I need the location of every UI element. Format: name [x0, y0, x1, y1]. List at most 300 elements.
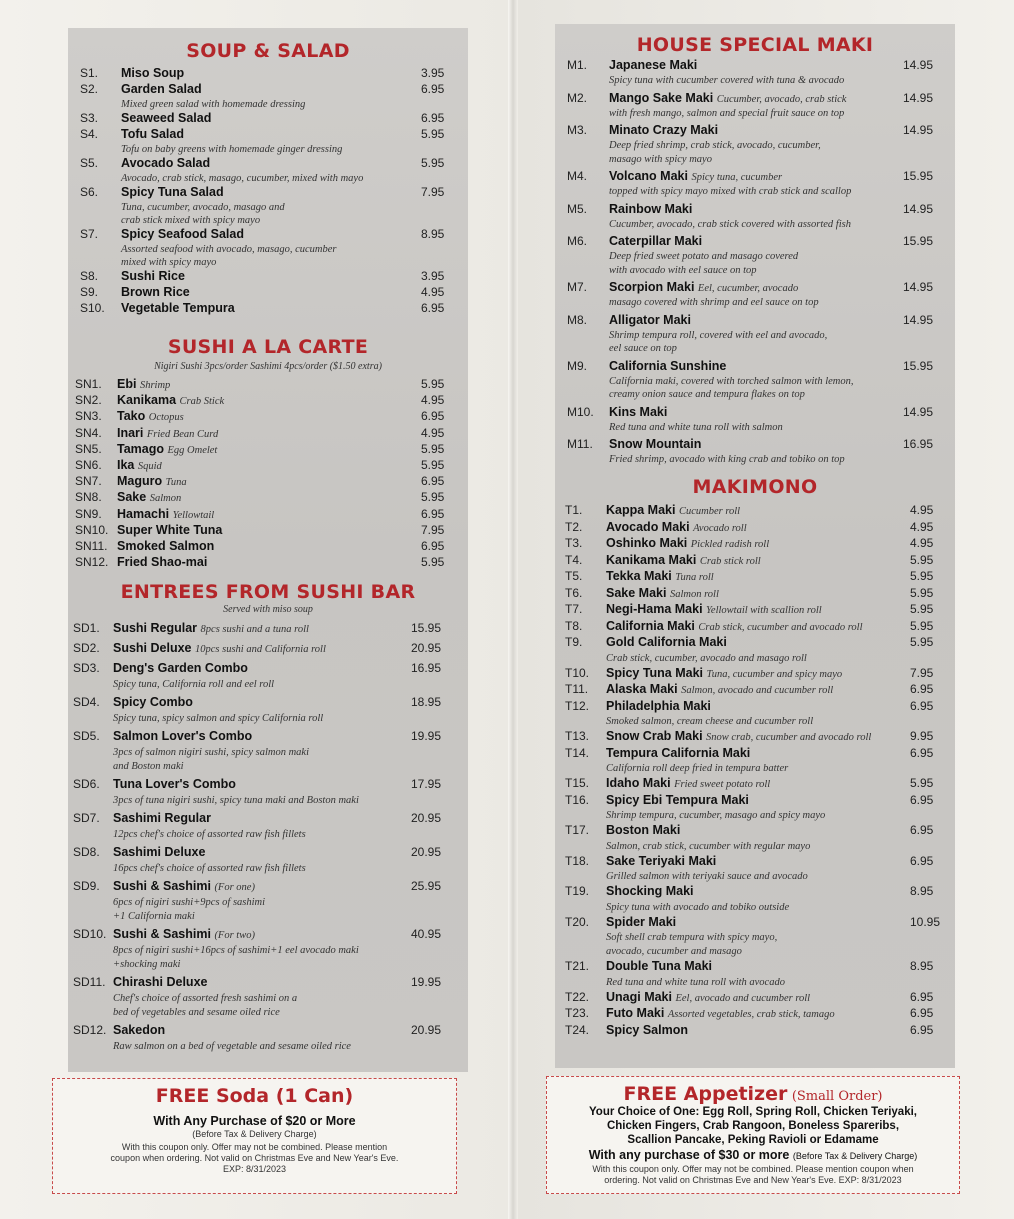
item-name-text: Sake	[117, 490, 147, 505]
item-description: topped with spicy mayo mixed with crab stick and scallop	[609, 186, 852, 197]
item-description: Spicy tuna, California roll and eel roll	[113, 679, 275, 690]
item-price: 6.95	[910, 1022, 934, 1037]
item-name-text: Sashimi Regular	[113, 811, 211, 825]
menu-item-m6	[555, 234, 955, 277]
item-description: eel sauce on top	[609, 343, 677, 354]
menu-item-row	[555, 405, 955, 421]
item-inline-description: Snow crab, cucumber and avocado roll	[706, 732, 872, 743]
item-name	[117, 458, 162, 472]
coupon-title: FREE Soda (1 Can)	[155, 1085, 354, 1107]
menu-item-row	[555, 58, 955, 74]
item-name	[117, 539, 214, 553]
menu-item-s9	[68, 285, 468, 301]
item-price: 16.95	[411, 661, 442, 675]
item-code: T16.	[565, 792, 590, 807]
menu-item-row	[68, 490, 468, 506]
menu-item-t2	[555, 520, 955, 537]
item-name	[606, 1023, 688, 1037]
menu-item-row	[68, 393, 468, 409]
item-name	[117, 409, 184, 423]
item-code: M4.	[567, 169, 588, 183]
menu-item-sd11	[68, 975, 468, 1020]
item-name-text: Sake Maki	[606, 585, 667, 600]
item-description: Mixed green salad with homemade dressing	[121, 99, 306, 110]
item-price: 4.95	[421, 285, 445, 299]
menu-item-m9	[555, 359, 955, 402]
menu-item-row	[555, 359, 955, 375]
item-name-text: California Sunshine	[609, 358, 727, 373]
item-name-text: Salmon Lover's Combo	[113, 729, 253, 743]
item-description: and Boston maki	[113, 761, 184, 772]
item-description: Cucumber, avocado, crab stick covered with assorted fish	[609, 218, 851, 230]
item-name-text: Fried Shao-mai	[117, 555, 208, 570]
item-name	[113, 811, 211, 825]
menu-item-t18	[555, 854, 955, 885]
item-description: 8pcs of nigiri sushi+16pcs of sashimi+1 eel avocado maki	[113, 945, 359, 956]
item-inline-description: Avocado roll	[693, 522, 747, 534]
item-name	[121, 156, 210, 170]
menu-item-sd6	[68, 777, 468, 808]
menu-item-t1	[555, 503, 955, 520]
item-name-text: Idaho Maki	[606, 776, 671, 790]
item-name	[609, 202, 692, 216]
item-code: SD8.	[73, 845, 100, 859]
item-inline-description: Egg Omelet	[167, 444, 218, 456]
item-code: T20.	[565, 914, 590, 929]
item-name	[121, 185, 224, 199]
item-name	[606, 884, 694, 898]
item-name-text: Sake Teriyaki Maki	[606, 853, 717, 868]
item-price: 25.95	[411, 879, 442, 893]
menu-item-row	[555, 990, 955, 1007]
coupon-choices-3: Scallion Pancake, Peking Ravioli or Edamame	[627, 1134, 879, 1146]
coupon-choices-2: Chicken Fingers, Crab Rangoon, Boneless Spareribs,	[606, 1120, 900, 1132]
menu-item-row	[68, 285, 468, 301]
item-price: 14.95	[903, 90, 934, 105]
item-code: SD2.	[73, 641, 100, 655]
coupon-title: FREE Appetizer	[623, 1083, 788, 1105]
item-name	[606, 1006, 835, 1020]
menu-item-row	[68, 301, 468, 317]
item-name-text: Inari	[117, 425, 144, 440]
item-code: SN8.	[75, 490, 102, 505]
item-name-text: Kins Maki	[609, 404, 668, 419]
item-code: T12.	[565, 698, 590, 713]
left-menu-panel	[68, 28, 468, 1072]
item-name-text: Alligator Maki	[609, 312, 691, 327]
menu-item-m1	[555, 58, 955, 88]
item-code: SD1.	[73, 621, 100, 635]
menu-item-m7	[555, 280, 955, 310]
item-name-text: Futo Maki	[606, 1006, 665, 1020]
menu-item-sd1	[68, 621, 468, 638]
menu-item-row	[555, 854, 955, 871]
item-code: SN10.	[75, 522, 109, 537]
item-name	[117, 555, 207, 569]
item-name-text: Tuna Lover's Combo	[113, 777, 236, 791]
menu-item-m11	[555, 437, 955, 467]
menu-item-s2	[68, 82, 468, 111]
item-code: T14.	[565, 745, 590, 760]
item-code: SN3.	[75, 409, 102, 424]
item-name-text: Sushi Regular	[113, 621, 198, 635]
item-name	[121, 66, 184, 80]
item-code: SD12.	[73, 1023, 107, 1037]
item-description: Deep fried sweet potato and masago covered	[609, 251, 799, 262]
item-code: SD5.	[73, 729, 100, 743]
menu-item-row	[68, 729, 468, 746]
item-name-text: Tekka Maki	[606, 569, 672, 583]
item-inline-description: Assorted vegetables, crab stick, tamago	[667, 1009, 835, 1020]
item-name	[606, 823, 680, 837]
item-code: T9.	[565, 635, 583, 649]
item-name	[609, 234, 702, 248]
item-description: 3pcs of salmon nigiri sushi, spicy salmon maki	[113, 747, 309, 758]
menu-item-sn10	[68, 523, 468, 539]
item-name-text: Deng's Garden Combo	[113, 661, 248, 675]
item-code: M5.	[567, 201, 588, 216]
item-name-text: Avocado Salad	[121, 156, 211, 170]
item-price: 5.95	[910, 618, 934, 633]
menu-item-s10	[68, 301, 468, 317]
menu-item-row	[68, 845, 468, 862]
item-name-text: Spicy Tuna Salad	[121, 185, 224, 199]
item-inline-description: Fried sweet potato roll	[674, 779, 771, 790]
item-inline-description: Tuna roll	[675, 572, 714, 583]
menu-item-s1	[68, 66, 468, 82]
menu-item-row	[68, 523, 468, 539]
item-name	[606, 854, 716, 868]
item-price: 5.95	[910, 602, 934, 616]
item-code: SN1.	[75, 377, 102, 391]
item-name-text: Volcano Maki	[609, 169, 688, 183]
menu-item-m3	[555, 123, 955, 166]
item-code: S1.	[80, 66, 99, 80]
item-price: 6.95	[910, 792, 934, 807]
item-code: SD9.	[73, 879, 100, 893]
menu-item-row	[555, 682, 955, 699]
menu-item-row	[555, 1023, 955, 1040]
item-name-text: Sushi Rice	[121, 269, 185, 283]
menu-item-sd12	[68, 1023, 468, 1054]
item-name	[113, 777, 236, 791]
item-inline-description: Salmon, avocado and cucumber roll	[681, 685, 834, 696]
item-price: 5.95	[421, 490, 445, 505]
item-name	[606, 915, 676, 929]
item-inline-description: Squid	[137, 460, 162, 472]
item-name	[606, 553, 761, 567]
item-description: Raw salmon on a bed of vegetable and sesame oiled rice	[113, 1041, 351, 1052]
item-name-text: Sushi & Sashimi	[113, 879, 211, 893]
item-price: 8.95	[910, 959, 934, 973]
item-price: 4.95	[910, 536, 934, 550]
item-inline-description: Crab stick roll	[699, 555, 761, 567]
menu-item-t14	[555, 746, 955, 777]
house-special-list	[555, 58, 955, 470]
item-name	[117, 474, 187, 488]
item-price: 5.95	[910, 635, 934, 649]
item-description: +shocking maki	[113, 959, 181, 970]
item-description: Shrimp tempura roll, covered with eel and avocado,	[609, 329, 828, 341]
menu-item-row	[555, 520, 955, 537]
menu-item-row	[68, 879, 468, 896]
item-description: avocado, cucumber and masago	[606, 946, 742, 957]
item-description: masago with spicy mayo	[609, 153, 712, 165]
menu-item-sd5	[68, 729, 468, 774]
item-name	[113, 621, 309, 635]
item-name	[113, 695, 193, 709]
item-price: 10.95	[910, 914, 941, 929]
item-description: 16pcs chef's choice of assorted raw fish fillets	[113, 863, 306, 874]
item-price: 6.95	[421, 506, 445, 521]
item-name-text: Spider Maki	[606, 914, 677, 929]
menu-item-row	[68, 377, 468, 393]
item-name-text: Boston Maki	[606, 823, 681, 837]
item-code: SN2.	[75, 393, 102, 408]
menu-item-row	[555, 823, 955, 840]
item-code: T6.	[565, 585, 583, 600]
item-description: Tuna, cucumber, avocado, masago and	[121, 202, 285, 213]
item-description: Spicy tuna, spicy salmon and spicy California roll	[113, 713, 324, 724]
item-price: 5.95	[910, 552, 934, 567]
menu-item-m4	[555, 169, 955, 199]
item-inline-description: Yellowtail	[172, 509, 215, 521]
item-inline-description: Yellowtail with scallion roll	[706, 605, 822, 616]
menu-item-row	[555, 602, 955, 619]
item-name-text: Hamachi	[117, 506, 170, 521]
item-price: 14.95	[903, 58, 934, 72]
menu-item-t10	[555, 666, 955, 683]
menu-item-t5	[555, 569, 955, 586]
item-name-text: Brown Rice	[121, 285, 190, 299]
menu-item-row	[555, 959, 955, 976]
menu-item-row	[68, 185, 468, 201]
item-price: 15.95	[903, 169, 934, 183]
item-name	[609, 169, 782, 183]
item-name	[113, 975, 207, 989]
menu-item-s3	[68, 111, 468, 127]
menu-item-t22	[555, 990, 955, 1007]
item-price: 6.95	[910, 853, 934, 868]
item-price: 40.95	[411, 927, 442, 941]
item-name-text: Spicy Seafood Salad	[121, 227, 244, 241]
item-name-text: Avocado Maki	[606, 519, 690, 534]
item-description: Smoked salmon, cream cheese and cucumber roll	[606, 716, 814, 727]
item-code: SN6.	[75, 457, 102, 472]
item-code: S8.	[80, 269, 99, 283]
item-code: M7.	[567, 280, 588, 294]
free-appetizer-coupon	[546, 1076, 960, 1194]
house-special-title: HOUSE SPECIAL MAKI	[636, 34, 874, 56]
menu-item-t23	[555, 1006, 955, 1023]
item-name	[609, 280, 798, 294]
coupon-title-note: (Small Order)	[791, 1089, 883, 1104]
menu-item-t19	[555, 884, 955, 915]
menu-item-row	[555, 169, 955, 185]
item-name	[606, 619, 863, 633]
item-code: T23.	[565, 1006, 590, 1020]
item-inline-description: Tuna	[165, 477, 187, 489]
item-inline-description: Crab stick, cucumber and avocado roll	[698, 621, 863, 633]
menu-item-row	[68, 975, 468, 992]
item-code: S2.	[80, 82, 99, 96]
item-name-text: Sushi & Sashimi	[113, 927, 211, 941]
item-price: 14.95	[903, 280, 934, 294]
item-price: 20.95	[411, 845, 442, 859]
menu-item-row	[68, 227, 468, 243]
item-code: SN11.	[75, 538, 108, 553]
menu-item-row	[68, 539, 468, 555]
coupon-tax-note: (Before Tax & Delivery Charge)	[192, 1129, 317, 1139]
menu-item-row	[68, 442, 468, 458]
item-inline-description: Crab Stick	[179, 396, 225, 408]
item-price: 8.95	[910, 884, 934, 898]
item-name	[606, 746, 750, 760]
item-name	[121, 82, 202, 96]
coupon-fine-print-2: ordering. Not valid on Christmas Eve and New Year's Eve. EXP: 8/31/2023	[604, 1175, 902, 1185]
menu-item-row	[555, 635, 955, 652]
menu-item-row	[555, 915, 955, 932]
menu-item-row	[68, 66, 468, 82]
coupon-expiration: EXP: 8/31/2023	[222, 1164, 287, 1174]
item-code: S6.	[80, 185, 99, 199]
item-price: 18.95	[411, 695, 442, 709]
item-code: M10.	[567, 404, 594, 419]
menu-item-s5	[68, 156, 468, 185]
coupon-fine-print-2: coupon when ordering. Not valid on Christmas Eve and New Year's Eve.	[110, 1153, 399, 1163]
item-name-text: Spicy Tuna Maki	[606, 665, 704, 680]
item-name-text: Gold California Maki	[606, 635, 727, 649]
item-name-text: Seaweed Salad	[121, 111, 212, 125]
menu-item-sn3	[68, 409, 468, 425]
item-price: 14.95	[903, 123, 934, 137]
item-description: California roll deep fried in tempura batter	[606, 763, 789, 774]
menu-item-sn7	[68, 474, 468, 490]
item-name-text: Tako	[117, 409, 146, 424]
item-name	[606, 776, 770, 790]
menu-item-row	[555, 536, 955, 553]
item-code: M8.	[567, 312, 588, 327]
item-inline-description: Eel, cucumber, avocado	[697, 283, 799, 294]
item-name	[606, 536, 769, 550]
item-name	[113, 1023, 165, 1037]
menu-item-row	[555, 437, 955, 453]
item-price: 6.95	[421, 301, 445, 315]
item-description: Crab stick, cucumber, avocado and masago roll	[606, 652, 807, 664]
sushi-carte-title: SUSHI A LA CARTE	[167, 336, 369, 358]
item-name	[121, 111, 211, 125]
item-code: S10.	[80, 301, 105, 315]
item-name	[606, 520, 747, 534]
item-name-text: Snow Crab Maki	[606, 729, 703, 743]
menu-item-sd2	[68, 641, 468, 658]
item-price: 19.95	[411, 975, 442, 989]
item-price: 20.95	[411, 641, 442, 655]
item-name	[609, 123, 718, 137]
menu-item-row	[68, 156, 468, 172]
item-price: 5.95	[421, 555, 445, 570]
menu-item-sn1	[68, 377, 468, 393]
item-code: T11.	[565, 682, 589, 696]
item-code: T7.	[565, 602, 583, 616]
item-name-text: California Maki	[606, 618, 695, 633]
item-name-text: Scorpion Maki	[609, 280, 695, 294]
item-description: Red tuna and white tuna roll with avocado	[606, 976, 785, 988]
item-code: M11.	[567, 437, 593, 451]
item-code: T15.	[565, 776, 590, 790]
item-code: S5.	[80, 156, 99, 170]
item-price: 6.95	[421, 82, 445, 96]
menu-item-sn2	[68, 393, 468, 409]
item-name-text: Sakedon	[113, 1023, 166, 1037]
item-price: 5.95	[421, 127, 445, 141]
item-price: 15.95	[903, 358, 934, 373]
item-name	[606, 682, 833, 696]
item-name-text: Caterpillar Maki	[609, 234, 703, 248]
menu-item-t3	[555, 536, 955, 553]
makimono-list	[555, 503, 955, 1039]
item-inline-description: 10pcs sushi and California roll	[194, 644, 326, 655]
item-name-text: Minato Crazy Maki	[609, 123, 719, 137]
menu-item-row	[555, 280, 955, 296]
item-code: SD4.	[73, 695, 100, 709]
menu-item-row	[555, 91, 955, 107]
item-price: 7.95	[421, 522, 445, 537]
item-price: 19.95	[411, 729, 442, 743]
menu-item-row	[555, 553, 955, 570]
item-inline-description: (For one)	[214, 882, 255, 893]
item-code: SD11.	[73, 975, 106, 989]
item-name-text: Shocking Maki	[606, 884, 694, 898]
item-code: SN4.	[75, 425, 102, 440]
menu-item-row	[555, 699, 955, 716]
menu-item-t4	[555, 553, 955, 570]
item-description: mixed with spicy mayo	[121, 257, 217, 268]
menu-item-m5	[555, 202, 955, 232]
item-name	[121, 269, 185, 283]
menu-item-row	[68, 82, 468, 98]
menu-item-sn9	[68, 507, 468, 523]
item-name	[606, 990, 810, 1004]
item-code: S4.	[80, 127, 99, 141]
item-name-text: Unagi Maki	[606, 989, 672, 1004]
item-description: Chef's choice of assorted fresh sashimi on a	[113, 993, 298, 1004]
menu-item-m8	[555, 313, 955, 356]
menu-item-row	[68, 811, 468, 828]
item-price: 15.95	[903, 234, 934, 248]
item-code: S3.	[80, 111, 99, 125]
item-price: 5.95	[910, 569, 934, 583]
item-price: 4.95	[421, 425, 445, 440]
menu-item-row	[68, 458, 468, 474]
item-description: Grilled salmon with teriyaki sauce and avocado	[606, 871, 808, 882]
menu-item-sn8	[68, 490, 468, 506]
item-price: 6.95	[910, 989, 934, 1004]
sushi-carte-list	[68, 377, 468, 571]
item-price: 6.95	[910, 1006, 934, 1020]
item-name-text: Rainbow Maki	[609, 201, 693, 216]
item-inline-description: 8pcs sushi and a tuna roll	[200, 624, 309, 635]
menu-item-row	[68, 507, 468, 523]
menu-item-row	[68, 269, 468, 285]
item-price: 5.95	[421, 457, 445, 472]
item-price: 6.95	[421, 409, 445, 424]
item-inline-description: Salmon	[149, 493, 182, 505]
soup-salad-list	[68, 66, 468, 317]
menu-item-row	[555, 619, 955, 636]
item-code: M1.	[567, 58, 588, 72]
page-fold	[508, 0, 518, 1219]
